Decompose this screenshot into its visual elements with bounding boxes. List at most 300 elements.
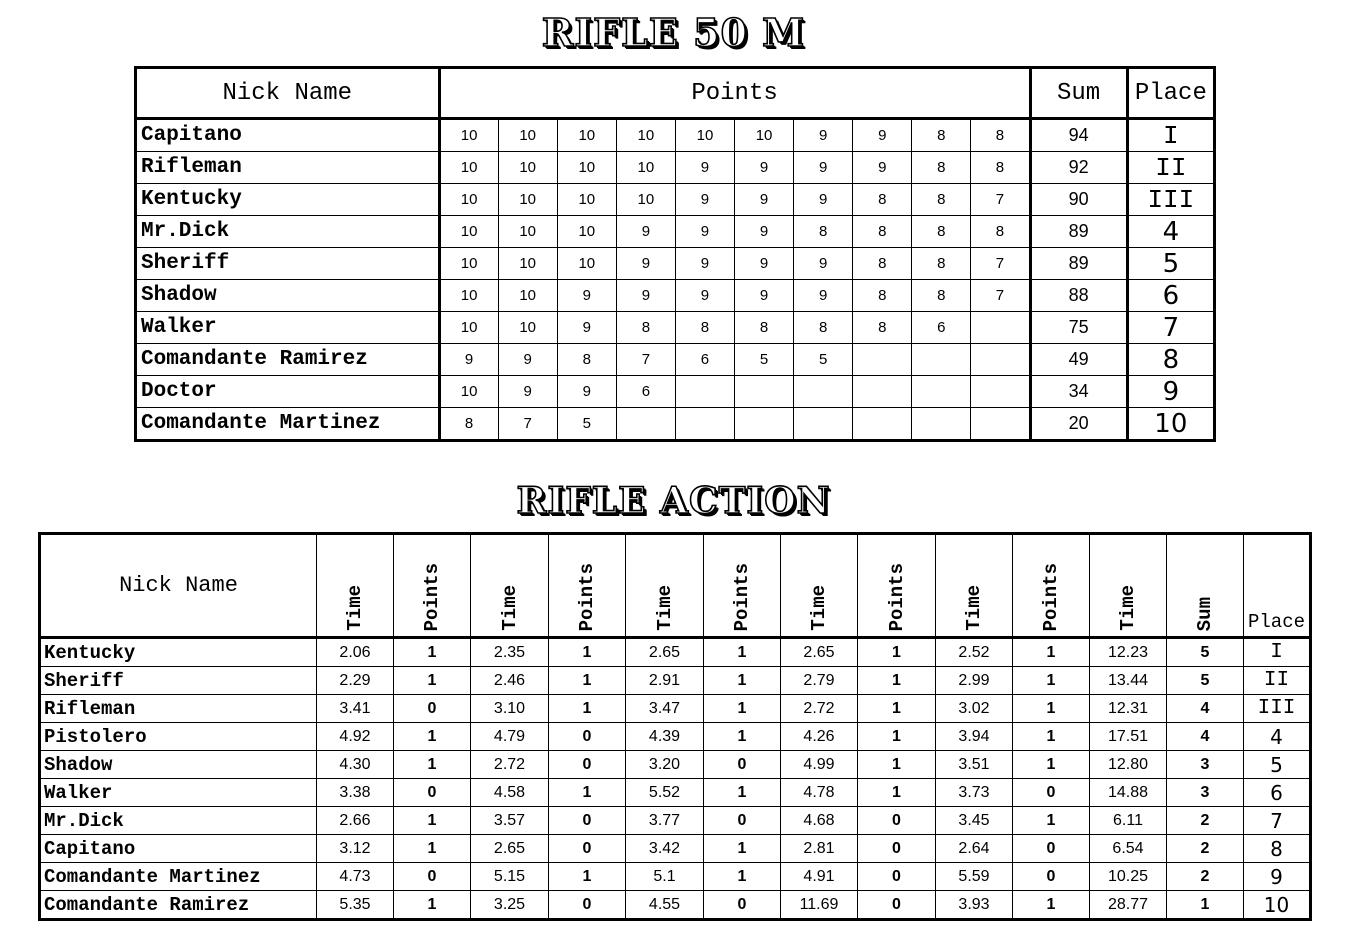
- time-cell: 3.25: [471, 891, 549, 920]
- shot-points-cell: 10: [735, 119, 794, 152]
- shot-points-cell: 10: [557, 248, 616, 280]
- place-cell: 9: [1244, 863, 1311, 891]
- table-row: [136, 184, 1215, 216]
- time-cell: 4.73: [317, 863, 394, 891]
- shot-points-cell: 9: [735, 280, 794, 312]
- place-cell: 6: [1244, 779, 1311, 807]
- points-cell: 1: [549, 863, 626, 891]
- shot-points-cell: 6: [616, 376, 675, 408]
- shot-points-cell: 8: [971, 152, 1030, 184]
- points-cell: 1: [1013, 891, 1090, 920]
- shot-points-cell: 8: [794, 216, 853, 248]
- rifle-50m-title: RIFLE 50 M: [541, 10, 806, 55]
- shot-points-cell: [912, 344, 971, 376]
- sum-cell: 89: [1030, 248, 1127, 280]
- time-cell: 4.30: [317, 751, 394, 779]
- points-cell: 0: [549, 891, 626, 920]
- table-row: [136, 312, 1215, 344]
- place-cell: 9: [1127, 376, 1214, 408]
- nick-name-cell: Rifleman: [40, 695, 317, 723]
- time-cell: 2.65: [471, 835, 549, 863]
- shot-points-cell: 9: [616, 280, 675, 312]
- time-cell: 3.45: [936, 807, 1013, 835]
- time-cell: 2.99: [936, 667, 1013, 695]
- table-row: [136, 119, 1215, 152]
- shot-points-cell: 7: [498, 408, 557, 441]
- shot-points-cell: 9: [557, 312, 616, 344]
- place-cell: 4: [1127, 216, 1214, 248]
- points-header-label: Points: [421, 562, 443, 631]
- total-time-cell: 12.23: [1090, 638, 1167, 667]
- shot-points-cell: 9: [675, 216, 734, 248]
- total-time-cell: 6.54: [1090, 835, 1167, 863]
- table-row: [40, 638, 1311, 667]
- points-cell: 0: [704, 751, 781, 779]
- shot-points-cell: 9: [557, 376, 616, 408]
- time-cell: 4.91: [781, 863, 858, 891]
- points-cell: 1: [858, 695, 936, 723]
- points-header: [1013, 534, 1090, 638]
- shot-points-cell: 9: [794, 280, 853, 312]
- shot-points-cell: 9: [794, 119, 853, 152]
- points-cell: 1: [858, 667, 936, 695]
- shot-points-cell: 9: [853, 152, 912, 184]
- points-cell: 1: [394, 667, 471, 695]
- shot-points-cell: 10: [498, 280, 557, 312]
- place-cell: 7: [1127, 312, 1214, 344]
- points-cell: 0: [858, 835, 936, 863]
- sum-cell: 5: [1167, 667, 1244, 695]
- sum-cell: 75: [1030, 312, 1127, 344]
- points-cell: 0: [1013, 863, 1090, 891]
- sum-cell: 2: [1167, 835, 1244, 863]
- shot-points-cell: [971, 312, 1030, 344]
- time-cell: 3.51: [936, 751, 1013, 779]
- place-cell: I: [1127, 119, 1214, 152]
- nick-name-cell: Capitano: [40, 835, 317, 863]
- rifle-action-header-row: [40, 534, 1311, 638]
- nick-name-cell: Shadow: [40, 751, 317, 779]
- time-cell: 2.64: [936, 835, 1013, 863]
- shot-points-cell: 8: [912, 184, 971, 216]
- sum-cell: 3: [1167, 751, 1244, 779]
- place-cell: III: [1244, 695, 1311, 723]
- time-cell: 5.52: [626, 779, 704, 807]
- points-cell: 0: [858, 807, 936, 835]
- rifle-50m-table: [134, 66, 1216, 442]
- shot-points-cell: 7: [971, 248, 1030, 280]
- place-cell: 7: [1244, 807, 1311, 835]
- rifle-action-title: RIFLE ACTION: [516, 480, 831, 522]
- place-cell: II: [1244, 667, 1311, 695]
- shot-points-cell: 9: [498, 376, 557, 408]
- total-time-cell: 6.11: [1090, 807, 1167, 835]
- total-time-cell: 12.80: [1090, 751, 1167, 779]
- time-header-label: Time: [963, 585, 985, 631]
- sum-cell: 49: [1030, 344, 1127, 376]
- time-cell: 5.1: [626, 863, 704, 891]
- time-cell: 5.35: [317, 891, 394, 920]
- shot-points-cell: 10: [616, 184, 675, 216]
- time-cell: 3.38: [317, 779, 394, 807]
- time-cell: 2.79: [781, 667, 858, 695]
- sum-cell: 92: [1030, 152, 1127, 184]
- shot-points-cell: 7: [971, 280, 1030, 312]
- points-header-label: Points: [731, 562, 753, 631]
- shot-points-cell: 8: [439, 408, 498, 441]
- points-cell: 1: [704, 779, 781, 807]
- time-cell: 2.06: [317, 638, 394, 667]
- shot-points-cell: 10: [616, 119, 675, 152]
- points-cell: 0: [1013, 779, 1090, 807]
- shot-points-cell: 10: [498, 152, 557, 184]
- shot-points-cell: 10: [498, 248, 557, 280]
- sum-cell: 89: [1030, 216, 1127, 248]
- time-cell: 4.26: [781, 723, 858, 751]
- shot-points-cell: [675, 376, 734, 408]
- points-header: Points: [439, 68, 1030, 119]
- time-cell: 4.58: [471, 779, 549, 807]
- place-cell: II: [1127, 152, 1214, 184]
- time-cell: 3.77: [626, 807, 704, 835]
- points-cell: 1: [394, 807, 471, 835]
- points-cell: 0: [858, 863, 936, 891]
- total-time-cell: 12.31: [1090, 695, 1167, 723]
- table-row: [40, 779, 1311, 807]
- points-cell: 1: [394, 751, 471, 779]
- time-header-label: Time: [344, 585, 366, 631]
- shot-points-cell: 8: [853, 248, 912, 280]
- shot-points-cell: 9: [853, 119, 912, 152]
- points-cell: 1: [549, 695, 626, 723]
- time-cell: 2.66: [317, 807, 394, 835]
- total-time-cell: 17.51: [1090, 723, 1167, 751]
- place-cell: 10: [1127, 408, 1214, 441]
- shot-points-cell: 9: [794, 248, 853, 280]
- shot-points-cell: 8: [853, 216, 912, 248]
- nick-name-cell: Doctor: [136, 376, 440, 408]
- shot-points-cell: 8: [853, 184, 912, 216]
- time-cell: 4.68: [781, 807, 858, 835]
- place-cell: I: [1244, 638, 1311, 667]
- time-header-label: Time: [498, 585, 521, 631]
- nick-name-cell: Shadow: [136, 280, 440, 312]
- shot-points-cell: 10: [557, 184, 616, 216]
- shot-points-cell: 7: [971, 184, 1030, 216]
- points-cell: 0: [394, 779, 471, 807]
- shot-points-cell: 9: [616, 216, 675, 248]
- place-cell: 10: [1244, 891, 1311, 920]
- place-header: Place: [1127, 68, 1214, 119]
- shot-points-cell: [853, 344, 912, 376]
- nick-name-cell: Walker: [40, 779, 317, 807]
- time-cell: 4.79: [471, 723, 549, 751]
- shot-points-cell: 6: [912, 312, 971, 344]
- table-row: [136, 216, 1215, 248]
- points-header-label: Points: [885, 562, 908, 631]
- shot-points-cell: [735, 408, 794, 441]
- time-cell: 3.94: [936, 723, 1013, 751]
- nick-name-cell: Capitano: [136, 119, 440, 152]
- shot-points-cell: 10: [498, 312, 557, 344]
- table-row: [40, 891, 1311, 920]
- time-cell: 2.29: [317, 667, 394, 695]
- points-cell: 0: [1013, 835, 1090, 863]
- points-cell: 0: [549, 723, 626, 751]
- points-cell: 1: [858, 779, 936, 807]
- points-header: [858, 534, 936, 638]
- table-row: [40, 863, 1311, 891]
- sum-cell: 34: [1030, 376, 1127, 408]
- nick-name-cell: Mr.Dick: [40, 807, 317, 835]
- shot-points-cell: 8: [912, 280, 971, 312]
- shot-points-cell: 10: [439, 376, 498, 408]
- sum-cell: 90: [1030, 184, 1127, 216]
- points-cell: 1: [704, 863, 781, 891]
- shot-points-cell: 10: [557, 119, 616, 152]
- time-cell: 4.39: [626, 723, 704, 751]
- points-cell: 0: [394, 863, 471, 891]
- shot-points-cell: 10: [675, 119, 734, 152]
- place-cell: 8: [1244, 835, 1311, 863]
- shot-points-cell: [912, 376, 971, 408]
- points-cell: 1: [394, 638, 471, 667]
- nick-name-header: Nick Name: [40, 534, 317, 638]
- shot-points-cell: 5: [794, 344, 853, 376]
- shot-points-cell: 8: [971, 216, 1030, 248]
- shot-points-cell: 8: [557, 344, 616, 376]
- place-cell: 6: [1127, 280, 1214, 312]
- points-header: [394, 534, 471, 638]
- time-cell: 2.65: [626, 638, 704, 667]
- time-cell: 11.69: [781, 891, 858, 920]
- points-cell: 1: [394, 723, 471, 751]
- time-header: [781, 534, 858, 638]
- sum-cell: 20: [1030, 408, 1127, 441]
- nick-name-header: Nick Name: [136, 68, 440, 119]
- table-row: [40, 723, 1311, 751]
- shot-points-cell: 8: [912, 119, 971, 152]
- sum-cell: 4: [1167, 723, 1244, 751]
- points-header-label: Points: [1040, 562, 1062, 631]
- points-cell: 0: [549, 807, 626, 835]
- points-cell: 1: [549, 667, 626, 695]
- time-header: [626, 534, 704, 638]
- time-cell: 2.35: [471, 638, 549, 667]
- table-row: [136, 248, 1215, 280]
- shot-points-cell: 8: [912, 152, 971, 184]
- rifle-50m-header-row: [136, 68, 1215, 119]
- place-cell: 8: [1127, 344, 1214, 376]
- shot-points-cell: 8: [853, 312, 912, 344]
- shot-points-cell: [794, 376, 853, 408]
- points-cell: 1: [1013, 807, 1090, 835]
- shot-points-cell: 9: [675, 248, 734, 280]
- time-cell: 2.91: [626, 667, 704, 695]
- points-cell: 1: [704, 667, 781, 695]
- shot-points-cell: 10: [498, 216, 557, 248]
- rifle-action-table: [38, 532, 1312, 921]
- shot-points-cell: 9: [735, 184, 794, 216]
- time-cell: 3.20: [626, 751, 704, 779]
- shot-points-cell: 9: [675, 184, 734, 216]
- time-cell: 3.57: [471, 807, 549, 835]
- points-cell: 1: [1013, 667, 1090, 695]
- shot-points-cell: 9: [675, 280, 734, 312]
- sum-header: [1167, 534, 1244, 638]
- shot-points-cell: 6: [675, 344, 734, 376]
- shot-points-cell: 8: [912, 248, 971, 280]
- shot-points-cell: 10: [439, 119, 498, 152]
- shot-points-cell: 10: [498, 184, 557, 216]
- points-cell: 1: [394, 835, 471, 863]
- sum-cell: 3: [1167, 779, 1244, 807]
- time-header: [471, 534, 549, 638]
- place-cell: 5: [1244, 751, 1311, 779]
- time-header: [317, 534, 394, 638]
- time-cell: 3.93: [936, 891, 1013, 920]
- table-row: [136, 344, 1215, 376]
- total-time-cell: 28.77: [1090, 891, 1167, 920]
- shot-points-cell: 10: [439, 152, 498, 184]
- sum-cell: 1: [1167, 891, 1244, 920]
- shot-points-cell: 8: [853, 280, 912, 312]
- time-cell: 4.92: [317, 723, 394, 751]
- shot-points-cell: 10: [498, 119, 557, 152]
- points-cell: 1: [704, 723, 781, 751]
- time-cell: 3.02: [936, 695, 1013, 723]
- place-cell: III: [1127, 184, 1214, 216]
- time-cell: 3.12: [317, 835, 394, 863]
- points-cell: 1: [1013, 723, 1090, 751]
- time-cell: 2.46: [471, 667, 549, 695]
- place-header: Place: [1244, 534, 1311, 638]
- sum-header-label: Sum: [1194, 596, 1216, 631]
- shot-points-cell: [971, 376, 1030, 408]
- time-cell: 3.73: [936, 779, 1013, 807]
- time-cell: 2.65: [781, 638, 858, 667]
- nick-name-cell: Pistolero: [40, 723, 317, 751]
- shot-points-cell: 9: [498, 344, 557, 376]
- shot-points-cell: [912, 408, 971, 441]
- shot-points-cell: 9: [794, 152, 853, 184]
- sum-cell: 4: [1167, 695, 1244, 723]
- shot-points-cell: [794, 408, 853, 441]
- points-header-label: Points: [576, 562, 598, 631]
- shot-points-cell: 10: [557, 216, 616, 248]
- shot-points-cell: 9: [735, 216, 794, 248]
- time-header: [936, 534, 1013, 638]
- time-cell: 3.42: [626, 835, 704, 863]
- shot-points-cell: [735, 376, 794, 408]
- time-cell: 4.55: [626, 891, 704, 920]
- time-cell: 2.72: [471, 751, 549, 779]
- shot-points-cell: 9: [439, 344, 498, 376]
- shot-points-cell: 5: [735, 344, 794, 376]
- points-cell: 1: [549, 638, 626, 667]
- shot-points-cell: 10: [439, 280, 498, 312]
- sum-cell: 88: [1030, 280, 1127, 312]
- points-cell: 1: [858, 723, 936, 751]
- table-row: [136, 408, 1215, 441]
- nick-name-cell: Sheriff: [136, 248, 440, 280]
- time-cell: 4.78: [781, 779, 858, 807]
- shot-points-cell: 9: [735, 248, 794, 280]
- points-cell: 0: [858, 891, 936, 920]
- table-row: [40, 695, 1311, 723]
- time-cell: 3.47: [626, 695, 704, 723]
- time-cell: 2.81: [781, 835, 858, 863]
- points-cell: 1: [1013, 751, 1090, 779]
- points-cell: 1: [549, 779, 626, 807]
- total-time-cell: 14.88: [1090, 779, 1167, 807]
- table-row: [136, 280, 1215, 312]
- table-row: [40, 667, 1311, 695]
- nick-name-cell: Comandante Ramirez: [136, 344, 440, 376]
- shot-points-cell: 8: [912, 216, 971, 248]
- shot-points-cell: 5: [557, 408, 616, 441]
- total-time-cell: 13.44: [1090, 667, 1167, 695]
- shot-points-cell: 9: [557, 280, 616, 312]
- sum-cell: 5: [1167, 638, 1244, 667]
- nick-name-cell: Mr.Dick: [136, 216, 440, 248]
- shot-points-cell: 10: [439, 216, 498, 248]
- sum-cell: 94: [1030, 119, 1127, 152]
- place-cell: 4: [1244, 723, 1311, 751]
- table-row: [40, 751, 1311, 779]
- sum-cell: 2: [1167, 807, 1244, 835]
- shot-points-cell: 10: [439, 184, 498, 216]
- points-cell: 1: [858, 638, 936, 667]
- nick-name-cell: Walker: [136, 312, 440, 344]
- shot-points-cell: 10: [439, 248, 498, 280]
- shot-points-cell: [971, 344, 1030, 376]
- points-cell: 0: [704, 807, 781, 835]
- nick-name-cell: Comandante Ramirez: [40, 891, 317, 920]
- time-cell: 3.10: [471, 695, 549, 723]
- points-cell: 0: [704, 891, 781, 920]
- shot-points-cell: 8: [971, 119, 1030, 152]
- table-row: [136, 152, 1215, 184]
- nick-name-cell: Comandante Martinez: [40, 863, 317, 891]
- points-cell: 1: [858, 751, 936, 779]
- shot-points-cell: 7: [616, 344, 675, 376]
- table-row: [40, 835, 1311, 863]
- points-header: [704, 534, 781, 638]
- shot-points-cell: [853, 376, 912, 408]
- shot-points-cell: 10: [616, 152, 675, 184]
- shot-points-cell: 8: [616, 312, 675, 344]
- time-header-label: Time: [808, 585, 830, 631]
- shot-points-cell: 9: [735, 152, 794, 184]
- total-time-header: [1090, 534, 1167, 638]
- shot-points-cell: [675, 408, 734, 441]
- points-cell: 1: [704, 638, 781, 667]
- place-cell: 5: [1127, 248, 1214, 280]
- shot-points-cell: [971, 408, 1030, 441]
- shot-points-cell: 8: [735, 312, 794, 344]
- total-time-header-label: Time: [1117, 585, 1139, 631]
- shot-points-cell: 9: [675, 152, 734, 184]
- nick-name-cell: Sheriff: [40, 667, 317, 695]
- points-cell: 0: [549, 751, 626, 779]
- nick-name-cell: Kentucky: [136, 184, 440, 216]
- points-cell: 1: [704, 695, 781, 723]
- table-row: [40, 807, 1311, 835]
- time-cell: 5.15: [471, 863, 549, 891]
- shot-points-cell: 10: [439, 312, 498, 344]
- points-cell: 0: [549, 835, 626, 863]
